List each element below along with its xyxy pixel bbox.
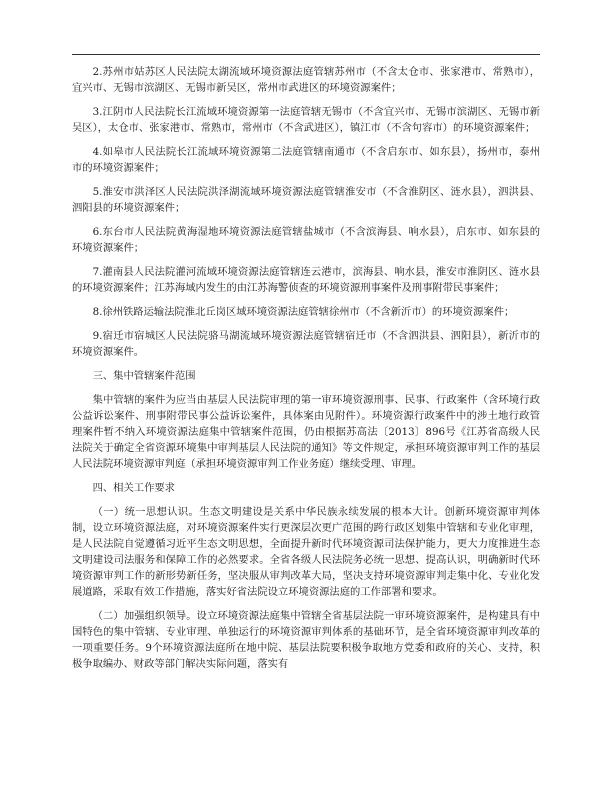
jurisdiction-item-6: 6.东台市人民法院黄海湿地环境资源法庭管辖盐城市（不含滨海县、响水县），启东市、如东县的环境资源案件； <box>72 226 540 254</box>
document-body <box>72 64 540 680</box>
header-rule <box>72 54 540 55</box>
jurisdiction-item-7: 7.灌南县人民法院灌河流域环境资源法庭管辖连云港市，滨海县、响水县，淮安市淮阴区、涟水县的环境资源案件；江苏海域内发生的由江苏海警侦查的环境资源刑事案件及刑事附带民事案件； <box>72 266 540 294</box>
jurisdiction-item-2: 2.苏州市姑苏区人民法院太湖流域环境资源法庭管辖苏州市（不含太仓市、张家港市、常熟市），宜兴市、无锡市滨湖区、无锡市新吴区，常州市武进区的环境资源案件； <box>72 66 540 94</box>
section-3-paragraph: 集中管辖的案件为应当由基层人民法院审理的第一审环境资源刑事、民事、行政案件（含环境行政公益诉讼案件、刑事附带民事公益诉讼案件，具体案由见附件）。环境资源行政案件中的涉土地行政管理案件暂不纳入环境资源法庭集中管辖案件范围，仍由根据苏高法〔2013〕896号《江苏省高级人民法院关于确定全省资源环境集中审判基层人民法院的通知》等文件规定，承担环境资源审判工作的基层人民法院环境资源审判庭（承担环境资源审判工作业务庭）继续受理、审理。 <box>72 394 540 470</box>
section-4-paragraph-1: （一）统一思想认识。生态文明建设是关系中华民族永续发展的根本大计。创新环境资源审判体制，设立环境资源法庭，对环境资源案件实行更深层次更广范围的跨行政区划集中管辖和专业化审理，是人民法院自觉遵循习近平生态文明思想，全面提升新时代环境资源司法保护能力，更大力度推进生态文明建设司法服务和保障工作的必然要求。全省各级人民法院务必统一思想、提高认识，明确新时代环境资源审判工作的新形势新任务，坚决服从审判改革大局，坚决支持环境资源审判走集中化、专业化发展道路，采取有效工作措施，落实好省法院设立环境资源法庭的工作部署和要求。 <box>72 506 540 598</box>
jurisdiction-item-3: 3.江阴市人民法院长江流域环境资源第一法庭管辖无锡市（不含宜兴市、无锡市滨湖区、无锡市新吴区），太仓市、张家港市、常熟市，常州市（不含武进区），镇江市（不含句容市）的环境资源案件； <box>72 106 540 134</box>
jurisdiction-item-5: 5.淮安市洪泽区人民法院洪泽湖流域环境资源法庭管辖淮安市（不含淮阴区、涟水县），泗洪县、泗阳县的环境资源案件； <box>72 186 540 214</box>
jurisdiction-item-9: 9.宿迁市宿城区人民法院骆马湖流域环境资源法庭管辖宿迁市（不含泗洪县、泗阳县），新沂市的环境资源案件。 <box>72 330 540 358</box>
jurisdiction-item-4: 4.如皋市人民法院长江流域环境资源第二法庭管辖南通市（不含启东市、如东县），扬州市，泰州市的环境资源案件； <box>72 146 540 174</box>
section-4-heading: 四、相关工作要求 <box>92 482 175 494</box>
section-3-heading: 三、集中管辖案件范围 <box>92 370 196 382</box>
jurisdiction-item-8: 8.徐州铁路运输法院淮北丘岗区域环境资源法庭管辖徐州市（不含新沂市）的环境资源案件； <box>92 306 515 318</box>
section-4-paragraph-2: （二）加强组织领导。设立环境资源法庭集中管辖全省基层法院一审环境资源案件，是构建具有中国特色的集中管辖、专业审理、单独运行的环境资源审判体系的基础环节，是全省环境资源审判改革的一项重要任务。9个环境资源法庭所在地中院、基层法院要积极争取地方党委和政府的关心、支持，积极争取编办、财政等部门解决实际问题，落实有 <box>72 610 540 670</box>
